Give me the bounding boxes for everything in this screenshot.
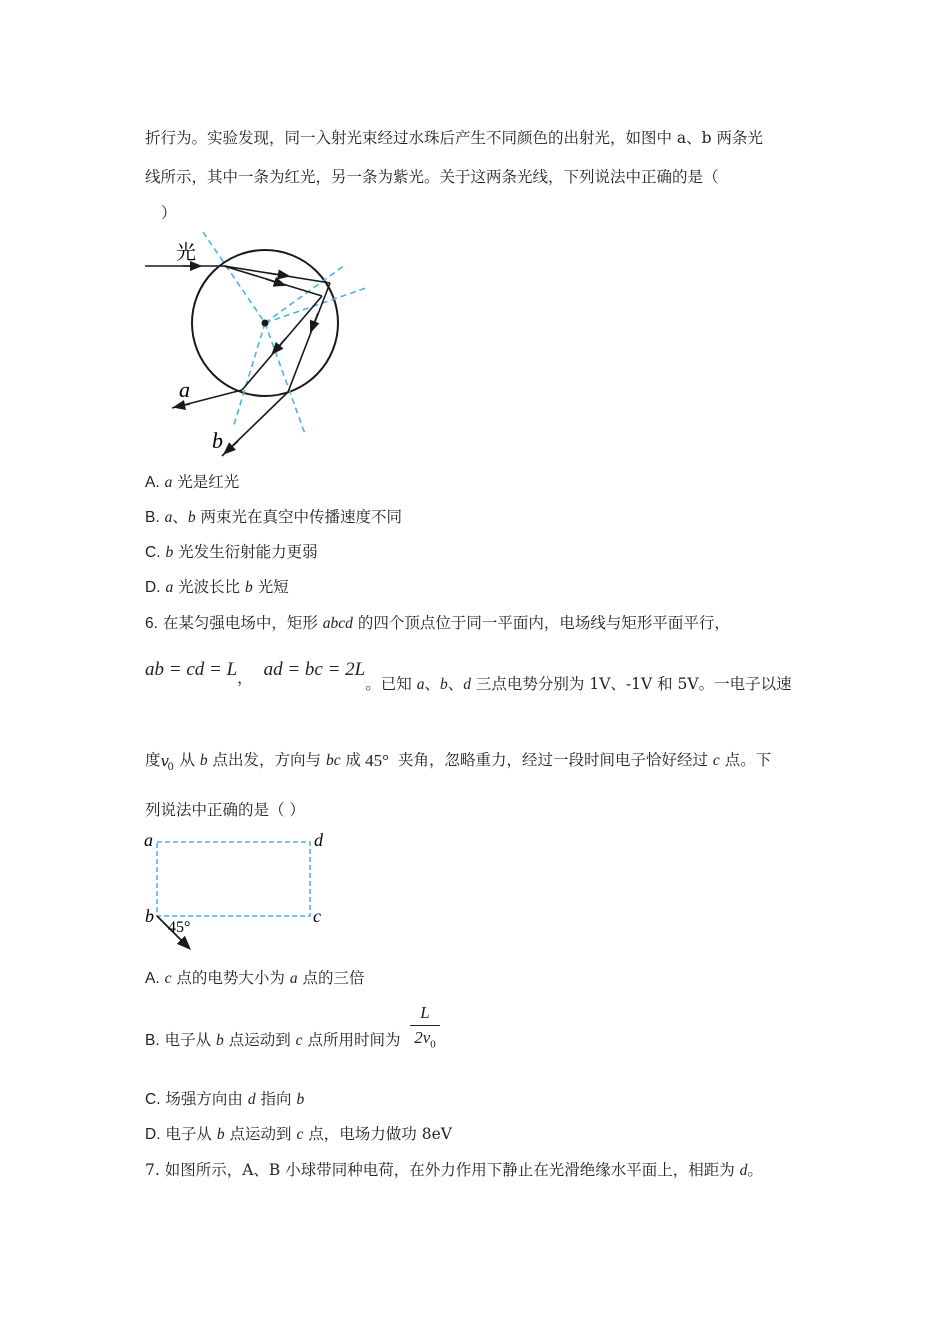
var: d (463, 676, 471, 693)
q6-option-c (145, 1089, 304, 1110)
option-letter: D. (145, 579, 161, 596)
var: a (165, 579, 174, 596)
text: 在某匀强电场中，矩形 (157, 614, 323, 632)
var: b (296, 1091, 305, 1108)
text: 从 (174, 751, 200, 769)
vertex-c-label: c (313, 906, 321, 926)
var: b (187, 509, 196, 526)
q5-line-1 (145, 128, 763, 148)
v-char: v (160, 752, 169, 770)
option-text: 光短 (252, 578, 289, 596)
question-number: 6. (145, 615, 158, 632)
fraction-numerator: L (420, 1003, 430, 1022)
vertex-a-label: a (144, 830, 153, 850)
option-text: 点的电势大小为 (171, 969, 290, 987)
var: bc (325, 752, 341, 769)
var: c (296, 1126, 304, 1143)
option-text: 光是红光 (172, 473, 240, 491)
option-letter: D. (145, 1126, 161, 1143)
vertex-b-label: b (145, 906, 154, 926)
var: c (712, 752, 720, 769)
var: a (164, 509, 173, 526)
fraction-denominator (410, 1028, 440, 1054)
vertex-d-label: d (314, 830, 323, 850)
text: 度 (145, 751, 161, 769)
text: 三点电势分别为 1V、-1V 和 5V。一电子以速 (470, 675, 792, 693)
var: a (289, 970, 298, 987)
q6-option-d (145, 1124, 452, 1145)
text: 成 (340, 751, 362, 769)
q6-line-1 (145, 613, 730, 634)
den-text: 2v (414, 1028, 431, 1047)
option-letter: A. (145, 474, 160, 491)
q5-line-3-text: ） (161, 204, 177, 222)
angle-label: 45° (168, 919, 191, 936)
option-letter: B. (145, 509, 160, 526)
dashed-rectangle (157, 842, 310, 916)
q7-line-1 (145, 1160, 763, 1181)
q6-line-3 (145, 750, 771, 771)
option-text: 指向 (255, 1090, 297, 1108)
var: a (164, 474, 173, 491)
ray-b-label: b (212, 428, 223, 453)
option-text: 场强方向由 (160, 1090, 248, 1108)
text: 、 (424, 675, 440, 693)
q5-line-1-text: 折行为。实验发现，同一入射光束经过水珠后产生不同颜色的出射光，如图中 a、b 两条光 (145, 129, 764, 147)
option-text: 、 (172, 508, 188, 526)
q6-line-2-tail (365, 675, 791, 693)
option-text: 两束光在真空中传播速度不同 (195, 508, 403, 526)
normal-lines (203, 232, 366, 434)
option-text: 电子从 (159, 1031, 217, 1049)
text: 夹角，忽略重力，经过一段时间电子恰好经过 (393, 751, 713, 769)
light-label: 光 (176, 242, 196, 264)
q5-line-3 (161, 203, 177, 223)
var: abcd (322, 615, 353, 632)
var: b (439, 676, 448, 693)
var: b (199, 752, 208, 769)
option-text: 点的三倍 (297, 969, 365, 987)
q6-line-4 (145, 800, 305, 820)
fraction-bar (410, 1025, 440, 1026)
text: 7. 如图所示，A、B 小球带同种电荷，在外力作用下静止在光滑绝缘水平面上，相距为 (145, 1161, 740, 1179)
text: 。已知 (365, 675, 417, 693)
option-text: 点，电场力做功 8eV (303, 1125, 452, 1143)
var: b (216, 1032, 224, 1049)
option-letter: A. (145, 970, 160, 987)
center-point (262, 320, 269, 327)
option-letter: C. (145, 544, 161, 561)
option-letter: C. (145, 1091, 161, 1108)
option-text: 点所用时间为 (302, 1031, 401, 1049)
angle-text: 45° (365, 751, 389, 770)
var: b (165, 544, 174, 561)
q5-option-d (145, 577, 289, 598)
den-sub: 0 (430, 1038, 436, 1051)
q6-option-b (145, 1030, 400, 1051)
var: c (295, 1032, 303, 1049)
text: 、 (447, 675, 464, 693)
var: d (739, 1162, 748, 1179)
var: a (416, 676, 425, 693)
option-letter: B. (145, 1032, 160, 1049)
q5-option-c (145, 542, 318, 563)
option-text: 光发生衍射能力更弱 (173, 543, 318, 561)
equation-ad-bc: ad = bc = 2L (263, 659, 366, 680)
text: 点。下 (719, 751, 772, 769)
ray-a-label: a (179, 377, 190, 402)
option-text: 点运动到 (224, 1125, 297, 1143)
q5-line-2-text: 线所示，其中一条为红光，另一条为紫光。关于这两条光线，下列说法中正确的是（ (145, 168, 719, 186)
text: 的四个顶点位于同一平面内，电场线与矩形平面平行， (352, 614, 730, 632)
option-text: 点运动到 (223, 1031, 296, 1049)
text: 点出发，方向与 (207, 751, 326, 769)
q6-line-4-text: 列说法中正确的是（ ） (145, 801, 305, 819)
text: ， (237, 669, 253, 687)
fraction-l-over-2v0 (410, 1003, 440, 1054)
var: d (247, 1091, 256, 1108)
water-drop-figure (140, 232, 380, 464)
q5-line-2 (145, 167, 719, 187)
var: b (216, 1126, 225, 1143)
q5-option-b (145, 507, 402, 528)
var: c (164, 970, 172, 987)
equation-ab-cd: ab = cd = L (145, 659, 238, 680)
option-text: 电子从 (160, 1125, 217, 1143)
q5-option-a (145, 472, 239, 493)
rectangle-figure (140, 826, 340, 956)
q6-option-a (145, 968, 365, 989)
q6-line-2 (145, 659, 792, 693)
sub-zero: 0 (167, 762, 174, 773)
text: 。 (747, 1161, 763, 1179)
option-text: 光波长比 (173, 578, 246, 596)
var: b (245, 579, 253, 596)
